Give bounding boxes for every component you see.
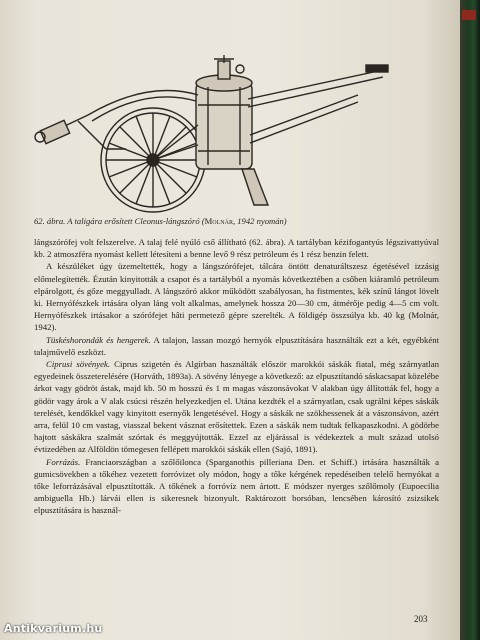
caption-author: Molnár (204, 216, 233, 226)
book-spine (460, 0, 480, 640)
paragraph-4 (34, 358, 439, 456)
paragraph-1: lángszórófej volt felszerelve. A talaj felé nyúló cső állítható (62. ábra). A tartályban kézifogantyús légszivattyúval kb. 2 atmoszféra nyomást kellett létesíteni a benne levő 9 rész petróleum és 1 rész benzin felett. (34, 237, 439, 260)
caption-suffix: , 1942 nyomán) (232, 216, 287, 226)
watermark: Antikvarium.hu (4, 622, 103, 635)
paragraph-5-text: Franciaországban a szőlőilonca (Sparganothis pilleriana Den. et Schiff.) irtására használták a gumicsövekben a tőkéhez vezetett forróvizet oly módon, hogy a tőke kérgének repedéseiben telelő hernyókat a tőke leforrázásával elpusztították. A tőkének a forróvíz nem ártott. E módszer nyerges szőlőmoly (Eupoecilia ambiguella Hb.) lárvái ellen is sikeresnek bizonyult. Raktározott borsóban, lencsében károsító zsizsikek elpusztítására is használ- (34, 456, 439, 516)
paragraph-4-title: Ciprusi sövények. (46, 359, 111, 370)
paragraph-4-text: Ciprus szigetén és Algírban használták először marokkói sáskák fiatal, még szárnyatlan egyedeinek összeterelésére (Horváth, 1893a). A sövény lényege a következő: az elpusztítandó sáskacsapat közelébe árkot vagy gödröt ástak, majd kb. 50 m hosszú és 1 m magas vászonsávokat V alakban úgy állították fel, hogy a gödör vagy árok a V alak csúcsi részén helyezkedjen el. Utána kezdték el a szárnyatlan, csak ugrálni képes sáskák terelését, kendőkkel vagy kinyitott esernyők lengetésével. Hogy a sáskák ne szökhessenek át a vászonsávon, azért arra, felül 10 cm vastag, viasszal bekent vásznat erősítettek. Ezen a sáskák nem tudtak felkapaszkodni. A gödörbe hajtott sáskákra szalmát szórtak és meggyújtották. Ezzel az eljárással is védekeztek a mult század utolsó évtizedében az Alföldön tömegesen fellépett marokkói sáskák ellen (Sajó, 1891). (34, 359, 439, 455)
paragraph-5 (34, 456, 439, 517)
paragraph-3 (34, 334, 439, 358)
page-number: 203 (414, 614, 428, 624)
body-text (34, 236, 439, 517)
caption-prefix: 62. ábra. (34, 216, 66, 226)
paragraph-3-text: A talajon, lassan mozgó hernyók elpusztítására használták ezt a két, egyébként talajművelő eszközt. (34, 334, 440, 357)
figure-caption (34, 216, 434, 226)
paragraph-3-title: Tüskéshorondák és hengerek. (46, 334, 151, 345)
paragraph-5-title: Forrázás. (46, 456, 81, 467)
paragraph-2: A készüléket úgy üzemeltették, hogy a lángszórófejet, tálcára öntött denaturáltszesz égetésével izzásig előmelegítették. Ézután kinyitották a csapot és a tartályból a nyomás következtében a csőben kiáramló petróleum elpárolgott, és gőze meggyulladt. A lángszóró akkor működött szabályosan, ha fistmentes, kék színű lángot lövelt ki. Hernyófészkek irtására olyan láng volt alkalmas, amelynek hossza 20—30 cm, átmérője pedig 4—5 cm volt. Hernyófészkek irtásakor a szórófejet hâti permetező gépre szerelték. A földigép összsúlya kb. 40 kg (Molnár, 1942). (34, 261, 439, 333)
caption-text: A taligára erősített Cleonus-lángszóró ( (67, 216, 205, 226)
spine-label (462, 10, 476, 20)
flamethrower-cart-illustration (28, 55, 398, 215)
